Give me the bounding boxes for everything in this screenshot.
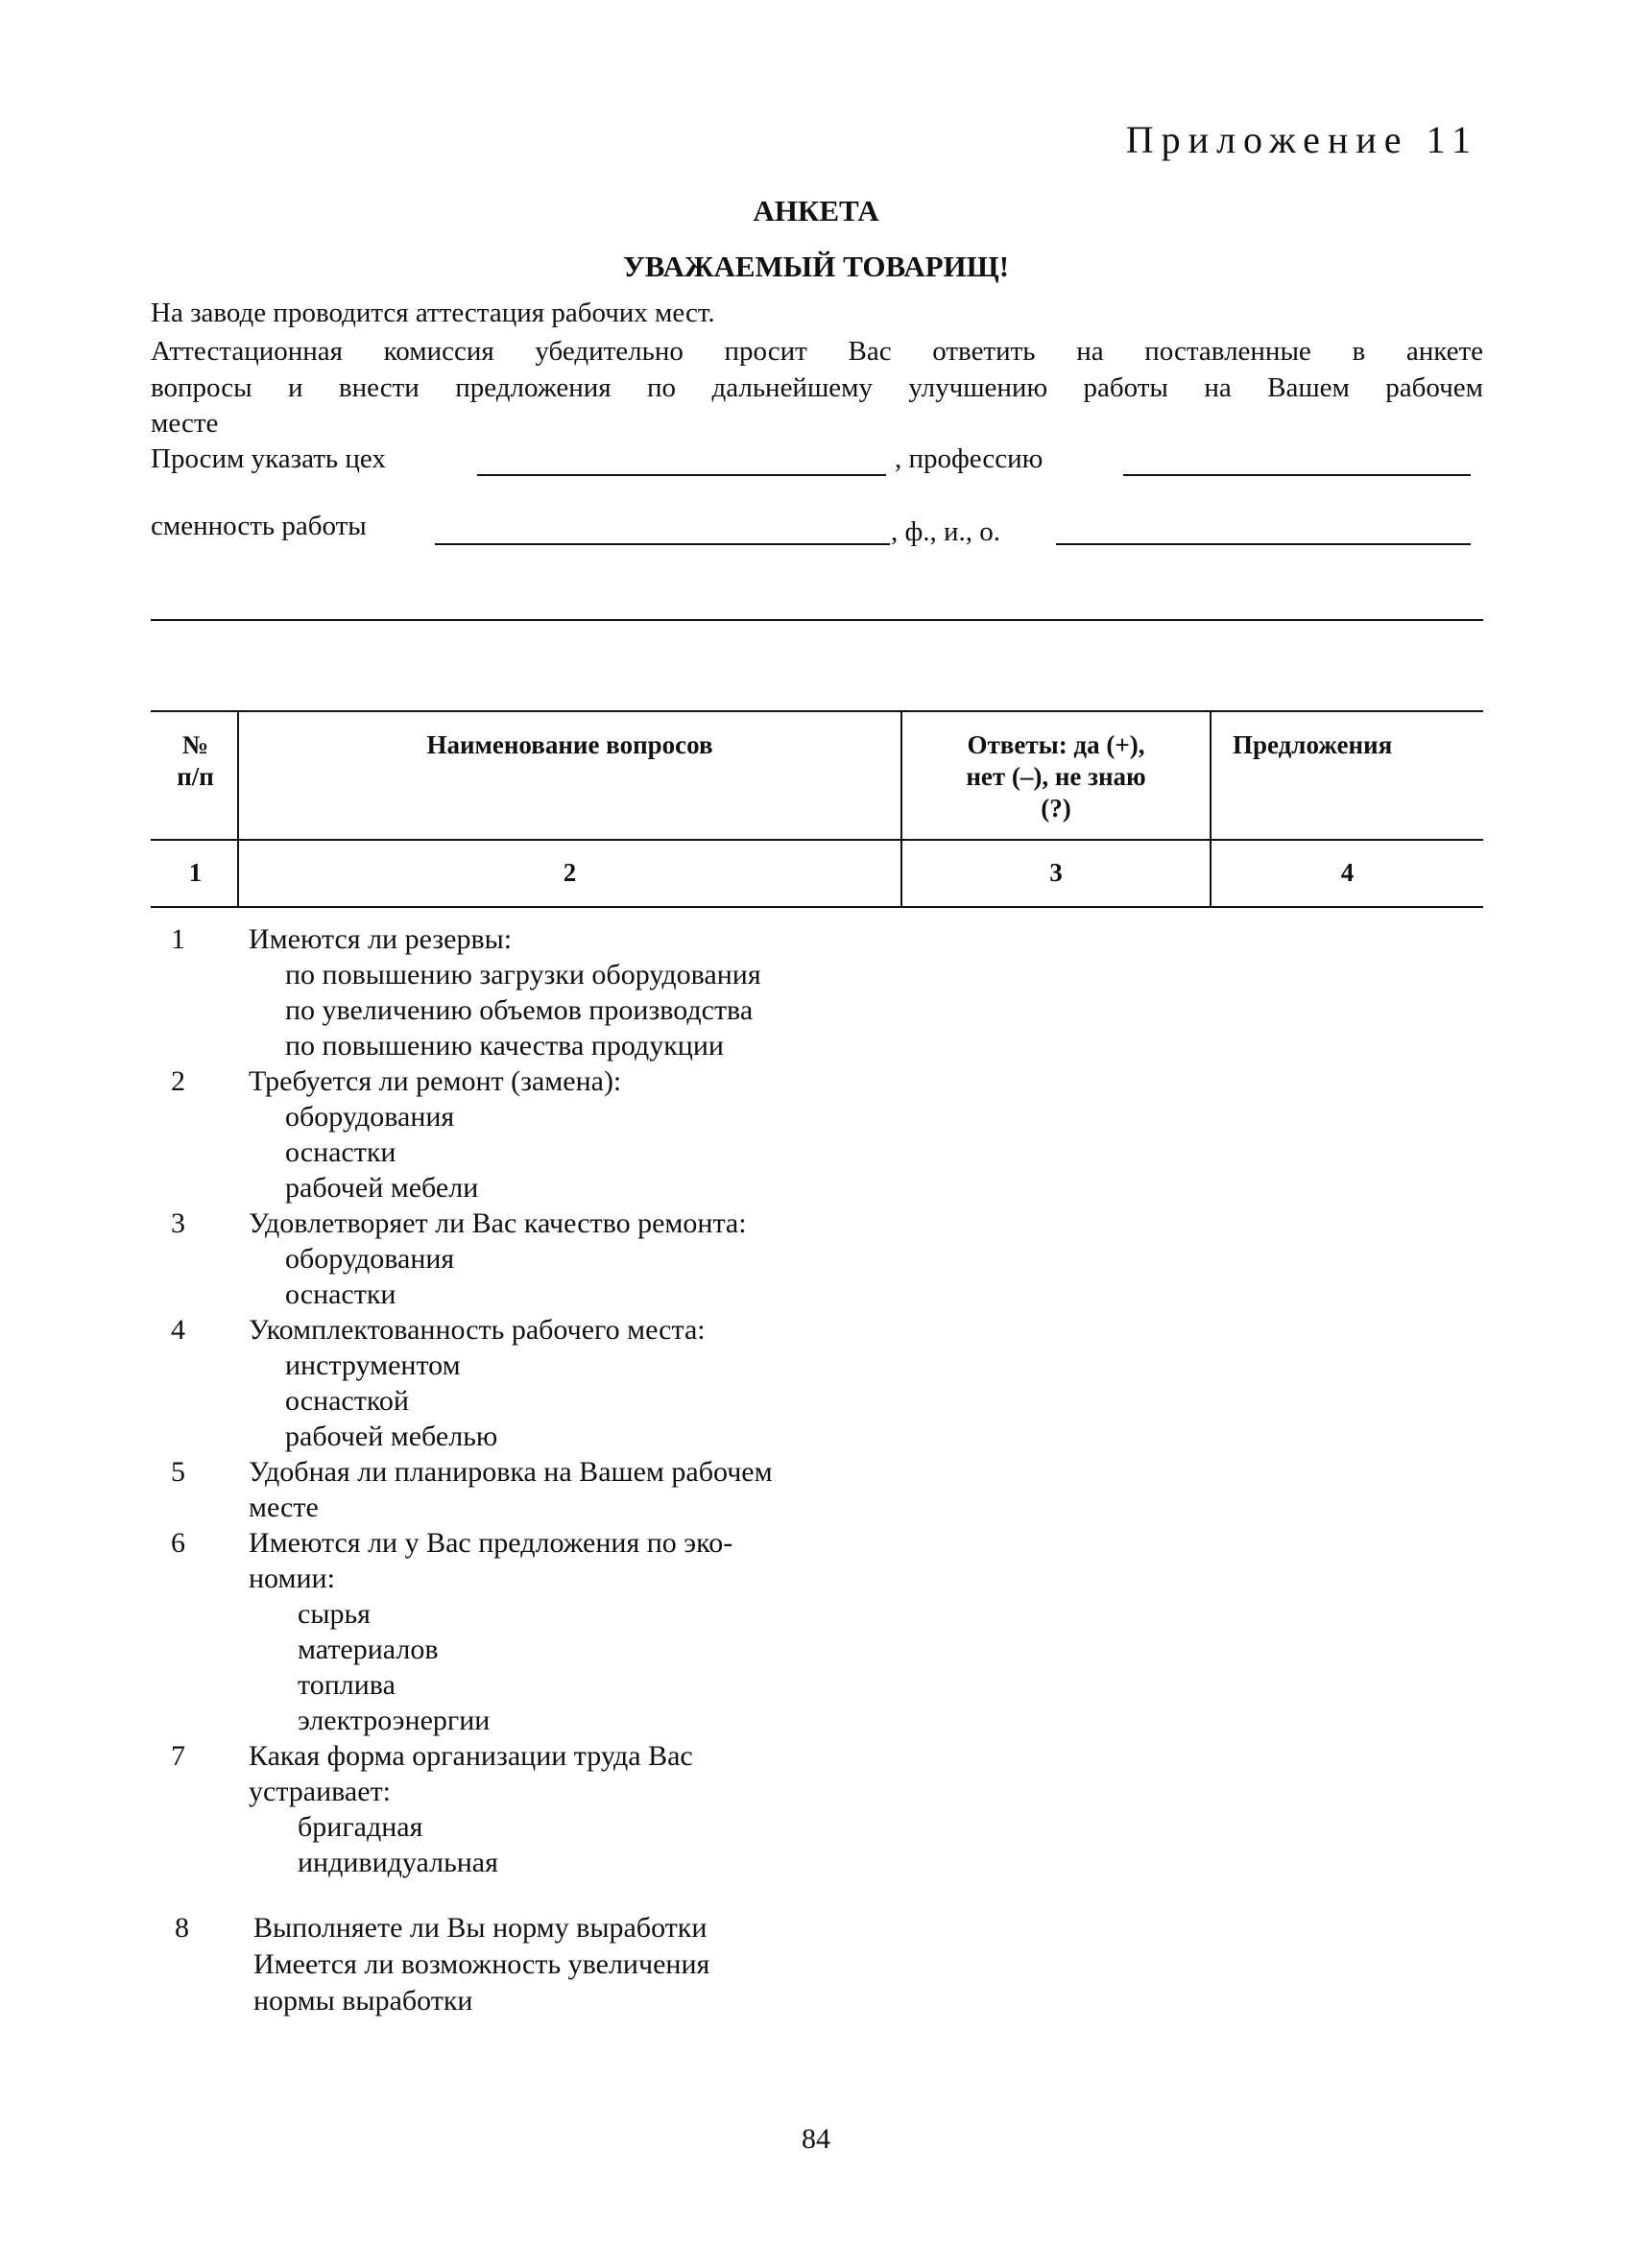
- greeting: УВАЖАЕМЫЙ ТОВАРИЩ!: [622, 250, 1010, 283]
- column-number-3: 3: [1049, 858, 1063, 887]
- appendix-label: Приложение 11: [1125, 118, 1478, 161]
- question-option: по повышению качества продукции: [285, 1030, 724, 1062]
- question-option: инструментом: [285, 1349, 461, 1381]
- question-text: нормы выработки: [253, 1985, 473, 2017]
- question-option: бригадная: [298, 1811, 423, 1843]
- header-proposals: [1212, 729, 1504, 761]
- question-option: материалов: [298, 1634, 439, 1665]
- header-proposals-line-1: Предложения: [1233, 730, 1393, 759]
- intro-line-1: На заводе проводится аттестация рабочих мест.: [151, 298, 715, 328]
- page-number: 84: [802, 2123, 830, 2155]
- column-number-4: 4: [1340, 858, 1355, 887]
- question-option: оснастки: [285, 1136, 396, 1168]
- question-option: индивидуальная: [298, 1847, 498, 1878]
- column-number-2: 2: [563, 858, 577, 887]
- question-text: Удобная ли планировка на Вашем рабочем: [249, 1456, 773, 1488]
- question-text: Выполняете ли Вы норму выработки: [253, 1912, 708, 1944]
- question-number: 6: [171, 1527, 185, 1559]
- header-answers: [902, 729, 1210, 824]
- question-text: Какая форма организации труда Вас: [249, 1740, 693, 1772]
- header-questions-line-1: Наименование вопросов: [426, 730, 713, 759]
- workshop-label: Просим указать цех: [151, 443, 386, 474]
- question-option: сырья: [298, 1598, 371, 1630]
- intro-line-3: вопросы и внести предложения по дальнейшему улучшению работы на Вашем рабочем: [151, 372, 1483, 403]
- question-number: 3: [171, 1207, 185, 1239]
- question-option: оборудования: [285, 1101, 455, 1133]
- header-number-line-2: п/п: [177, 762, 214, 791]
- intro-line-2: Аттестационная комиссия убедительно просит Вас ответить на поставленные в анкете: [151, 336, 1483, 367]
- extra-line-field[interactable]: [151, 619, 1483, 621]
- question-option: по повышению загрузки оборудования: [285, 959, 761, 991]
- question-number: 7: [171, 1740, 185, 1772]
- question-text: Имеются ли у Вас предложения по эко-: [249, 1527, 733, 1559]
- question-text: Удовлетворяет ли Вас качество ремонта:: [249, 1207, 747, 1239]
- question-text: Требуется ли ремонт (замена):: [249, 1065, 622, 1097]
- workshop-field[interactable]: [477, 474, 886, 476]
- question-option: рабочей мебелью: [285, 1420, 498, 1452]
- question-option: оборудования: [285, 1243, 455, 1275]
- question-number: 2: [171, 1065, 185, 1097]
- fio-field[interactable]: [1056, 543, 1471, 545]
- header-answers-line-1: Ответы: да (+),: [967, 730, 1145, 759]
- profession-label: , профессию: [895, 443, 1044, 474]
- question-text: месте: [249, 1492, 319, 1523]
- question-option: рабочей мебели: [285, 1172, 479, 1204]
- header-questions: [239, 729, 900, 761]
- header-answers-line-2: нет (–), не знаю: [966, 762, 1146, 791]
- shift-label: сменность работы: [151, 511, 367, 541]
- question-text: Укомплектованность рабочего места:: [249, 1314, 706, 1346]
- question-text: устраивает:: [249, 1776, 392, 1807]
- question-text: Имеются ли резервы:: [249, 923, 513, 955]
- question-text: номии:: [249, 1563, 335, 1594]
- header-answers-line-3: (?): [1041, 794, 1071, 823]
- question-option: оснастки: [285, 1278, 396, 1310]
- form-title: АНКЕТА: [753, 194, 879, 227]
- header-number: [154, 729, 237, 793]
- question-text: Имеется ли возможность увеличения: [253, 1948, 710, 1980]
- question-number: 5: [171, 1456, 185, 1488]
- table-bottom-rule: [151, 906, 1483, 908]
- header-number-line-1: №: [181, 730, 209, 759]
- question-option: оснасткой: [285, 1385, 409, 1417]
- table-top-rule: [151, 710, 1483, 712]
- table-mid-rule: [151, 839, 1483, 841]
- intro-line-4: месте: [151, 408, 219, 439]
- question-number: 1: [171, 923, 185, 955]
- shift-field[interactable]: [435, 543, 890, 545]
- column-number-1: 1: [188, 858, 203, 887]
- profession-field[interactable]: [1123, 474, 1471, 476]
- question-option: электроэнергии: [298, 1705, 491, 1736]
- question-option: топлива: [298, 1669, 396, 1701]
- fio-label: , ф., и., о.: [891, 516, 1001, 547]
- question-option: по увеличению объемов производства: [285, 994, 754, 1026]
- question-number: 4: [171, 1314, 185, 1346]
- question-number: 8: [175, 1912, 189, 1944]
